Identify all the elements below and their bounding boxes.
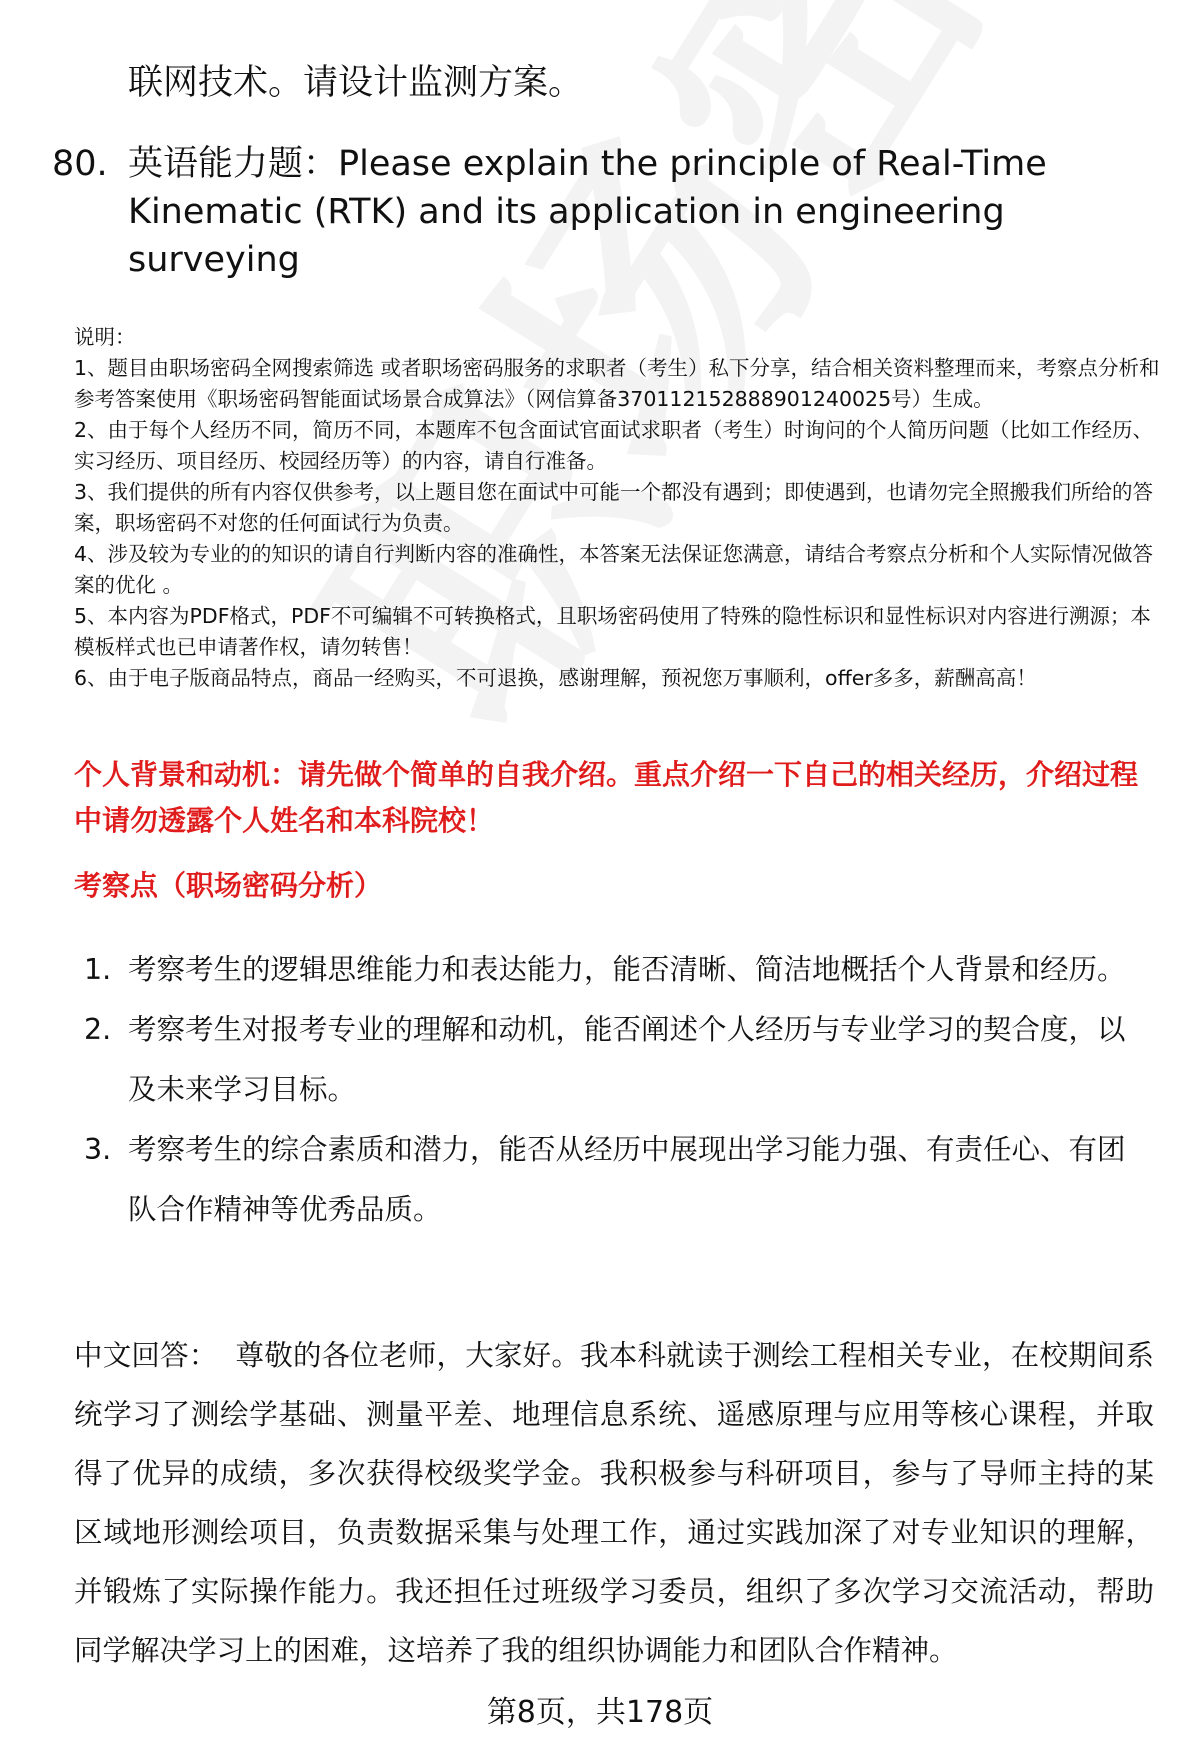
analysis-heading: 考察点（职场密码分析） [74,869,383,902]
list-item-text: 考察考生的综合素质和潜力，能否从经历中展现出学习能力强、有责任心、有团队合作精神等优秀品质。 [128,1133,1126,1226]
question-number: 80. [52,144,108,184]
notes-title: 说明： [74,325,136,349]
note-item: 1、题目由职场密码全网搜索筛选 或者职场密码服务的求职者（考生）私下分享，结合相关资料整理而来，考察点分析和参考答案使用《职场密码智能面试场景合成算法》（网信算备370112152888901240025号）生成。 [74,356,1160,411]
list-item [84,1000,1144,1120]
note-item: 6、由于电子版商品特点，商品一经购买，不可退换，感谢理解，预祝您万事顺利，offer多多，薪酬高高！ [74,666,1037,690]
answer-label: 中文回答： [74,1339,218,1372]
list-item-number: 3. [84,1133,112,1166]
analysis-list [84,940,1144,1240]
question-continuation: 联网技术。请设计监测方案。 [128,63,584,103]
note-item: 5、本内容为PDF格式，PDF不可编辑不可转换格式，且职场密码使用了特殊的隐性标识和显性标识对内容进行溯源；本模板样式也已申请著作权，请勿转售！ [74,604,1151,659]
list-item-number: 2. [84,1013,112,1046]
section-heading: 个人背景和动机：请先做个简单的自我介绍。重点介绍一下自己的相关经历，介绍过程中请勿透露个人姓名和本科院校！ [74,758,1139,837]
list-item-text: 考察考生对报考专业的理解和动机，能否阐述个人经历与专业学习的契合度，以及未来学习目标。 [128,1013,1126,1106]
note-item: 4、涉及较为专业的的知识的请自行判断内容的准确性，本答案无法保证您满意，请结合考察点分析和个人实际情况做答案的优化 。 [74,542,1154,597]
question-text: 英语能力题：Please explain the principle of Real-Time Kinematic (RTK) and its application in engineering surveying [128,144,1047,280]
page-footer: 第8页，共178页 [486,1695,714,1730]
answer-paragraph [74,1326,1154,1680]
note-item: 2、由于每个人经历不同，简历不同，本题库不包含面试官面试求职者（考生）时询问的个人简历问题（比如工作经历、实习经历、项目经历、校园经历等）的内容，请自行准备。 [74,418,1154,473]
list-item-text: 考察考生的逻辑思维能力和表达能力，能否清晰、简洁地概括个人背景和经历。 [128,953,1126,986]
notes-block [74,322,1164,694]
note-item: 3、我们提供的所有内容仅供参考，以上题目您在面试中可能一个都没有遇到；即使遇到，也请勿完全照搬我们所给的答案，职场密码不对您的任何面试行为负责。 [74,480,1154,535]
list-item [84,1120,1144,1240]
answer-text: 尊敬的各位老师，大家好。我本科就读于测绘工程相关专业，在校期间系统学习了测绘学基础、测量平差、地理信息系统、遥感原理与应用等核心课程，并取得了优异的成绩，多次获得校级奖学金。我积极参与科研项目，参与了导师主持的某区域地形测绘项目，负责数据采集与处理工作，通过实践加深了对专业知识的理解，并锻炼了实际操作能力。我还担任过班级学习委员，组织了多次学习交流活动，帮助同学解决学习上的困难，这培养了我的组织协调能力和团队合作精神。 [74,1339,1154,1667]
list-item-number: 1. [84,953,112,986]
list-item [84,940,1144,1000]
